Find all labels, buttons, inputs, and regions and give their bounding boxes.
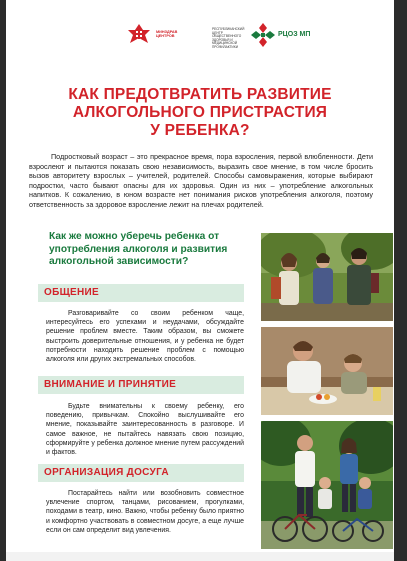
section-heading-label: ОРГАНИЗАЦИЯ ДОСУГА [44, 467, 169, 478]
title-line-2: АЛКОГОЛЬНОГО ПРИСТРАСТИЯ [72, 104, 328, 121]
rcoz-logo [212, 22, 322, 48]
section-heading-label: ОБЩЕНИЕ [44, 287, 100, 298]
poster-page [6, 0, 394, 561]
logo-row [124, 22, 344, 48]
ministry-logo-text: МИНЗДРАВ ЦЕНТРОВ [156, 30, 178, 39]
rcoz-logo-text: РЦОЗ МП [278, 31, 311, 38]
section-text-leisure: Постарайтесь найти или возобновить совместное увлечение спортом, танцами, рисованием, прогулками, походами в театр, кино. Важно, чтобы ребенку было приятно и комфортно участвовать в совместном досуге, а еще лучше если он сам определит вид увлечения. [46, 490, 244, 534]
photo-teenagers [261, 233, 393, 321]
section-heading-leisure [38, 464, 244, 482]
title-line-3: У РЕБЕНКА? [150, 122, 250, 139]
ministry-emblem-icon [124, 22, 154, 48]
section-heading-attention [38, 376, 244, 394]
intro-paragraph: Подростковый возраст – это прекрасное время, пора взросления, первой влюбленности. Дети взрослеют и пытаются показать свою независимость, выразить свое мнение, в том числе бросить вызов авторитету взрослых – учителей, родителей. Способы самовыражения, которые выбирают подростки, часто бывают опасны для их здоровья. Один из них – употребление алкогольных напитков. К сожалению, в юном возрасте нет понимания рисков употребления алкоголя, поэтому ответственность за здоровое взросление лежит на плечах родителей. [29, 152, 373, 209]
section-heading-label: ВНИМАНИЕ И ПРИНЯТИЕ [44, 379, 177, 390]
section-heading-communication [38, 284, 244, 302]
photo-family-meal [261, 327, 393, 415]
photo-family-bicycles [261, 421, 393, 549]
section-text-communication: Разговаривайте со своим ребенком чаще, интересуйтесь его успехами и неудачами, обсуждайте решение проблем вместе. Таким образом, вы сможете выстроить доверительные отношения, и у ребенка не будет потребности находить решение проблем с помощью алкоголя или других экстремальных способов. [46, 310, 244, 364]
footer-band [6, 552, 394, 561]
section-text-attention: Будьте внимательны к своему ребенку, его поведению, привычкам. Спокойно выслушивайте его мнение, показывайте заинтересованность в разговоре. И самое важное, не пытайтесь навязать свою позицию, сформируйте у ребенка должное мнение путем рассуждений и фактов. [46, 403, 244, 457]
question-heading: Как же можно уберечь ребенка от употребления алкоголя и развития алкогольной зависимости? [49, 231, 228, 268]
title-line-1: КАК ПРЕДОТВРАТИТЬ РАЗВИТИЕ [68, 86, 332, 103]
page-title [26, 86, 374, 140]
rcoz-logo-small-text: РЕСПУБЛИКАНСКИЙ ЦЕНТР ОБЩЕСТВЕННОГО ЗДОРОВЬЯ И МЕДИЦИНСКОЙ ПРОФИЛАКТИКИ [212, 27, 245, 49]
rcoz-emblem-icon [250, 22, 276, 48]
ministry-logo [124, 22, 186, 48]
